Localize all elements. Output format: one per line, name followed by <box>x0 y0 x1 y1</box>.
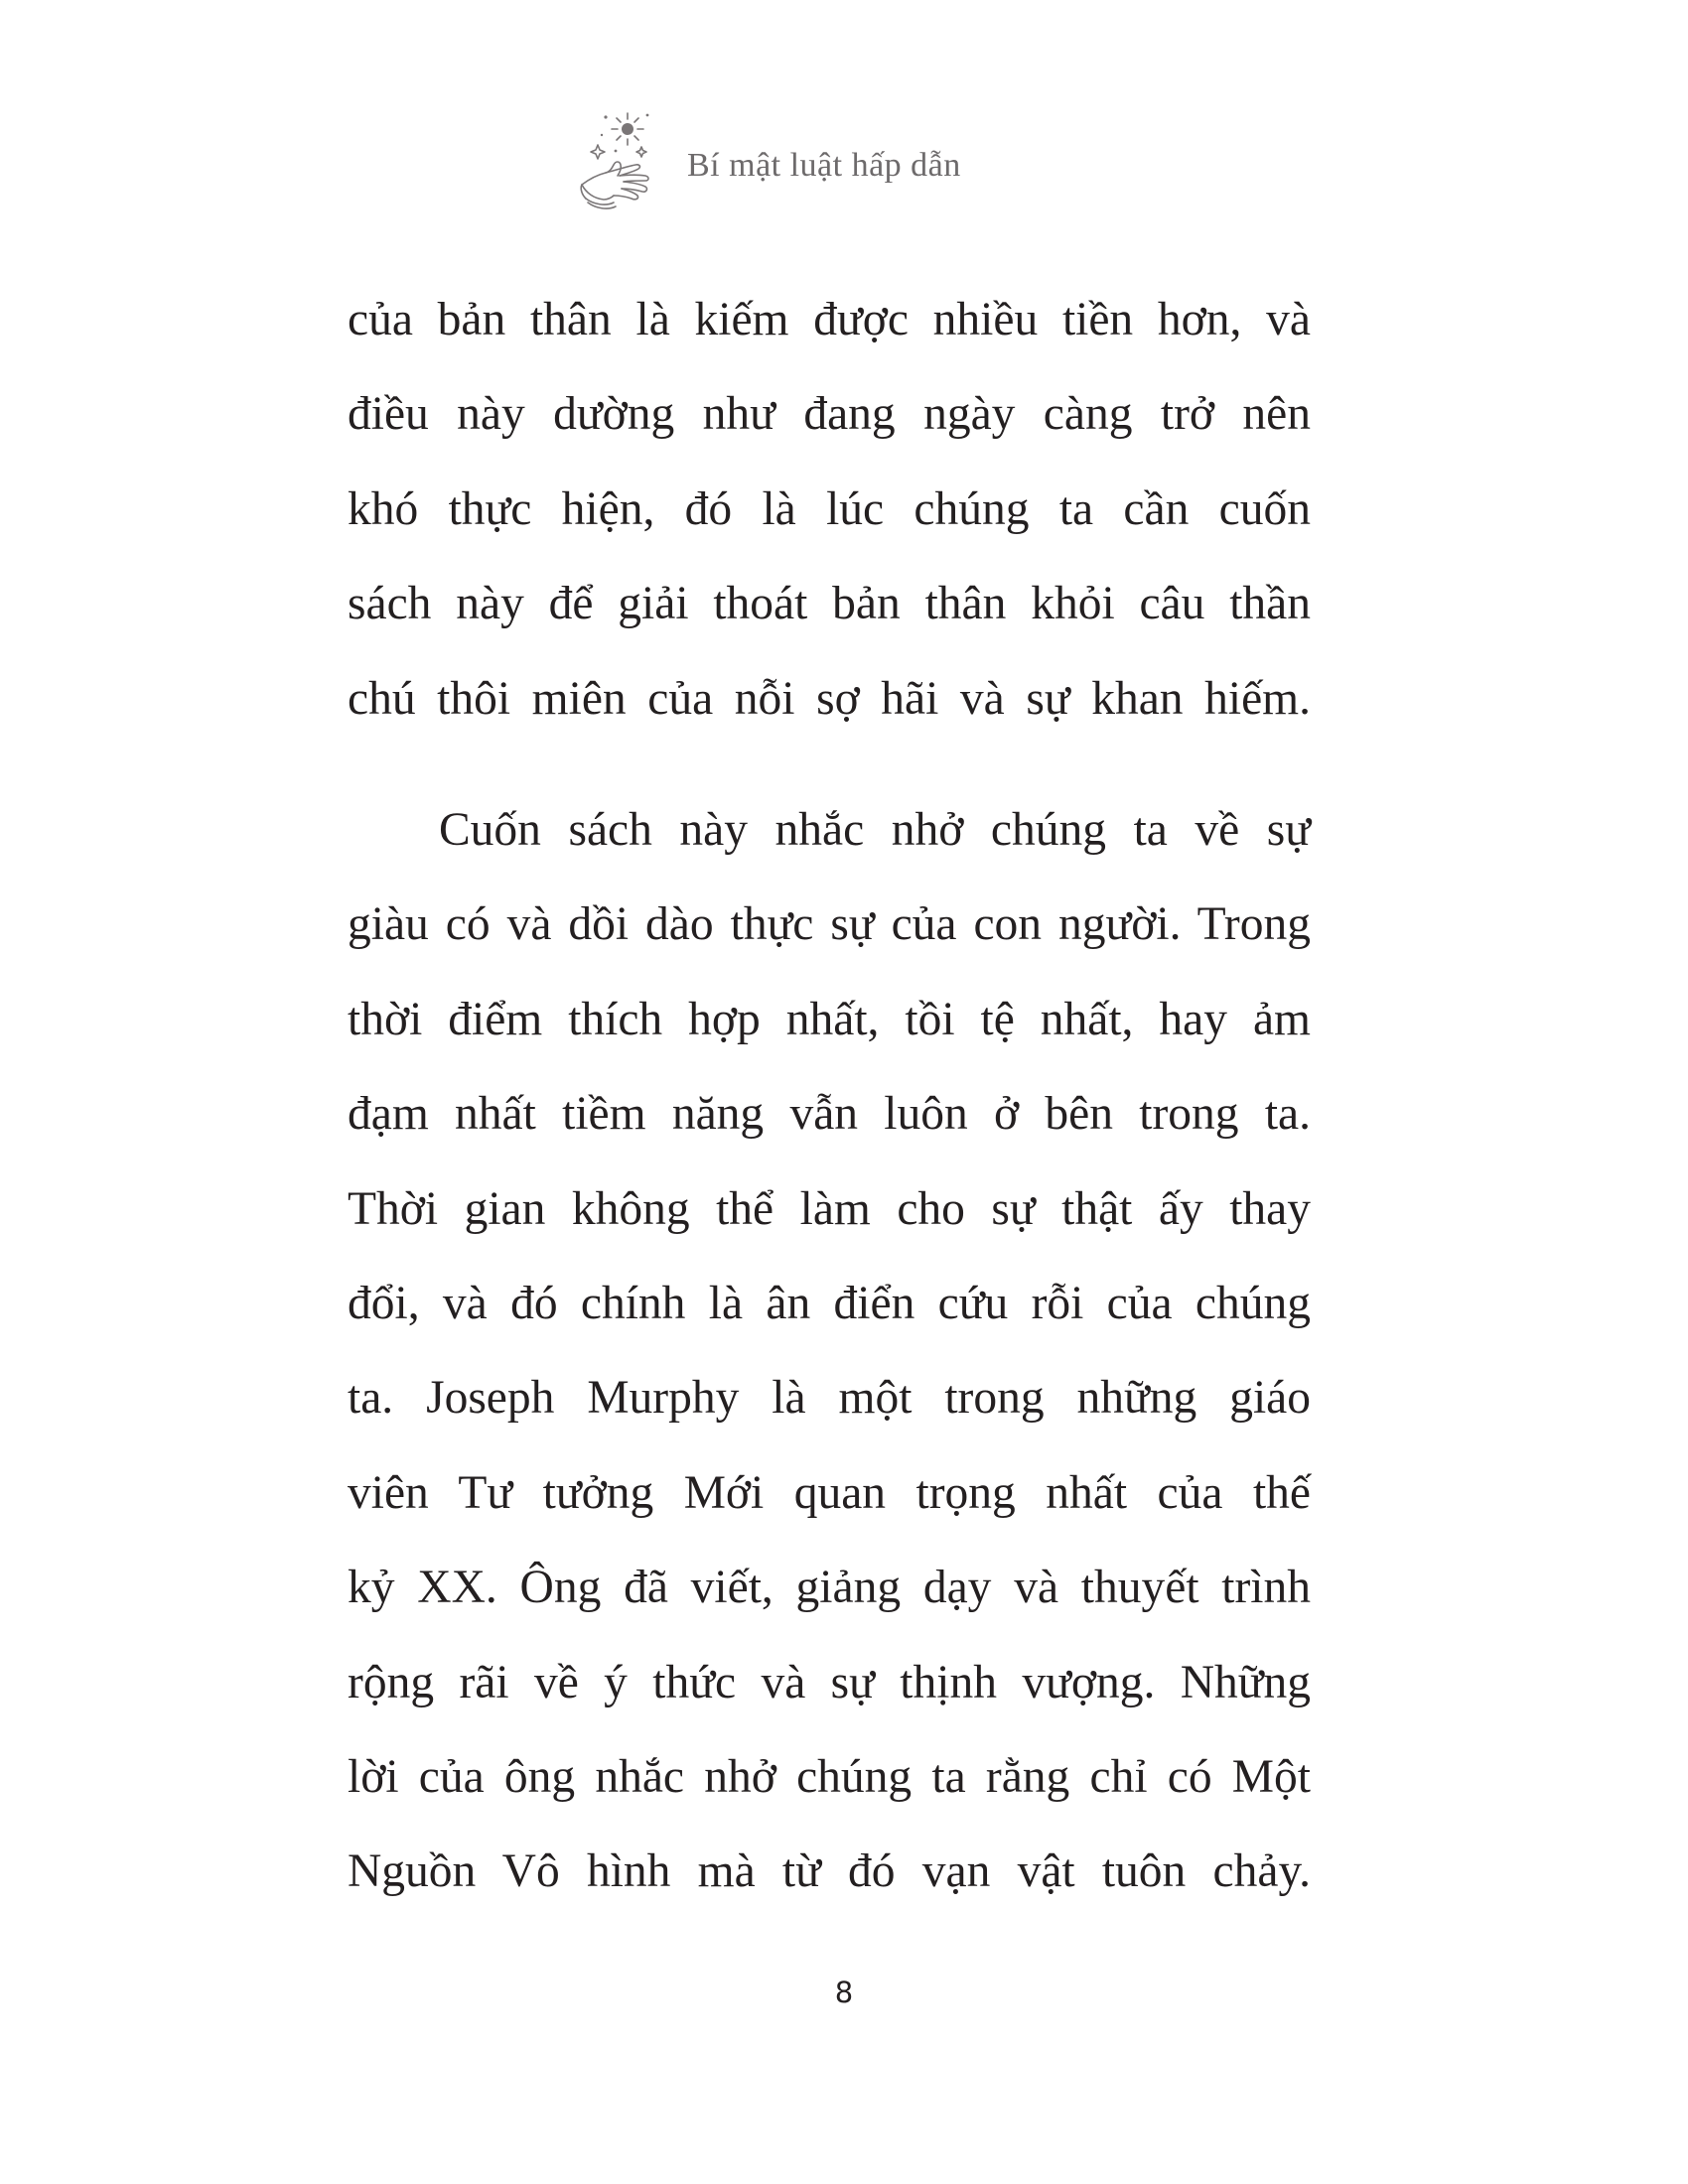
paragraph-1 <box>348 273 1311 747</box>
text-line: thời điểm thích hợp nhất, tồi tệ nhất, hay ảm <box>348 993 1311 1045</box>
text-line: giàu có và dồi dào thực sự của con người. Trong <box>348 898 1311 951</box>
text-line: viên Tư tưởng Mới quan trọng nhất của thế <box>348 1466 1311 1519</box>
text-line: lời của ông nhắc nhở chúng ta rằng chỉ có Một <box>348 1750 1311 1803</box>
text-line: chú thôi miên của nỗi sợ hãi và sự khan hiếm. <box>348 672 1311 725</box>
text-line: kỷ XX. Ông đã viết, giảng dạy và thuyết trình <box>348 1562 1311 1614</box>
running-header-title: Bí mật luật hấp dẫn <box>687 147 961 184</box>
hand-with-sparkle-icon <box>576 105 665 214</box>
text-line: Cuốn sách này nhắc nhở chúng ta về sự <box>439 804 1311 856</box>
text-line: rộng rãi về ý thức và sự thịnh vượng. Những <box>348 1656 1311 1708</box>
text-line: sách này để giải thoát bản thân khỏi câu thần <box>348 578 1311 630</box>
text-line: Thời gian không thể làm cho sự thật ấy thay <box>348 1182 1311 1235</box>
text-line: khó thực hiện, đó là lúc chúng ta cần cuốn <box>348 482 1311 535</box>
text-line: ta. Joseph Murphy là một trong những giáo <box>348 1372 1311 1425</box>
page-number: 8 <box>834 1976 854 2009</box>
paragraph-2 <box>348 783 1311 1920</box>
running-header <box>576 105 1092 224</box>
text-line: đạm nhất tiềm năng vẫn luôn ở bên trong ta. <box>348 1088 1311 1141</box>
text-line: Nguồn Vô hình mà từ đó vạn vật tuôn chảy. <box>348 1845 1311 1898</box>
text-line: của bản thân là kiếm được nhiều tiền hơn, và <box>348 294 1311 345</box>
text-line: đổi, và đó chính là ân điển cứu rỗi của chúng <box>348 1277 1311 1329</box>
text-line: điều này dường như đang ngày càng trở nên <box>348 388 1311 441</box>
